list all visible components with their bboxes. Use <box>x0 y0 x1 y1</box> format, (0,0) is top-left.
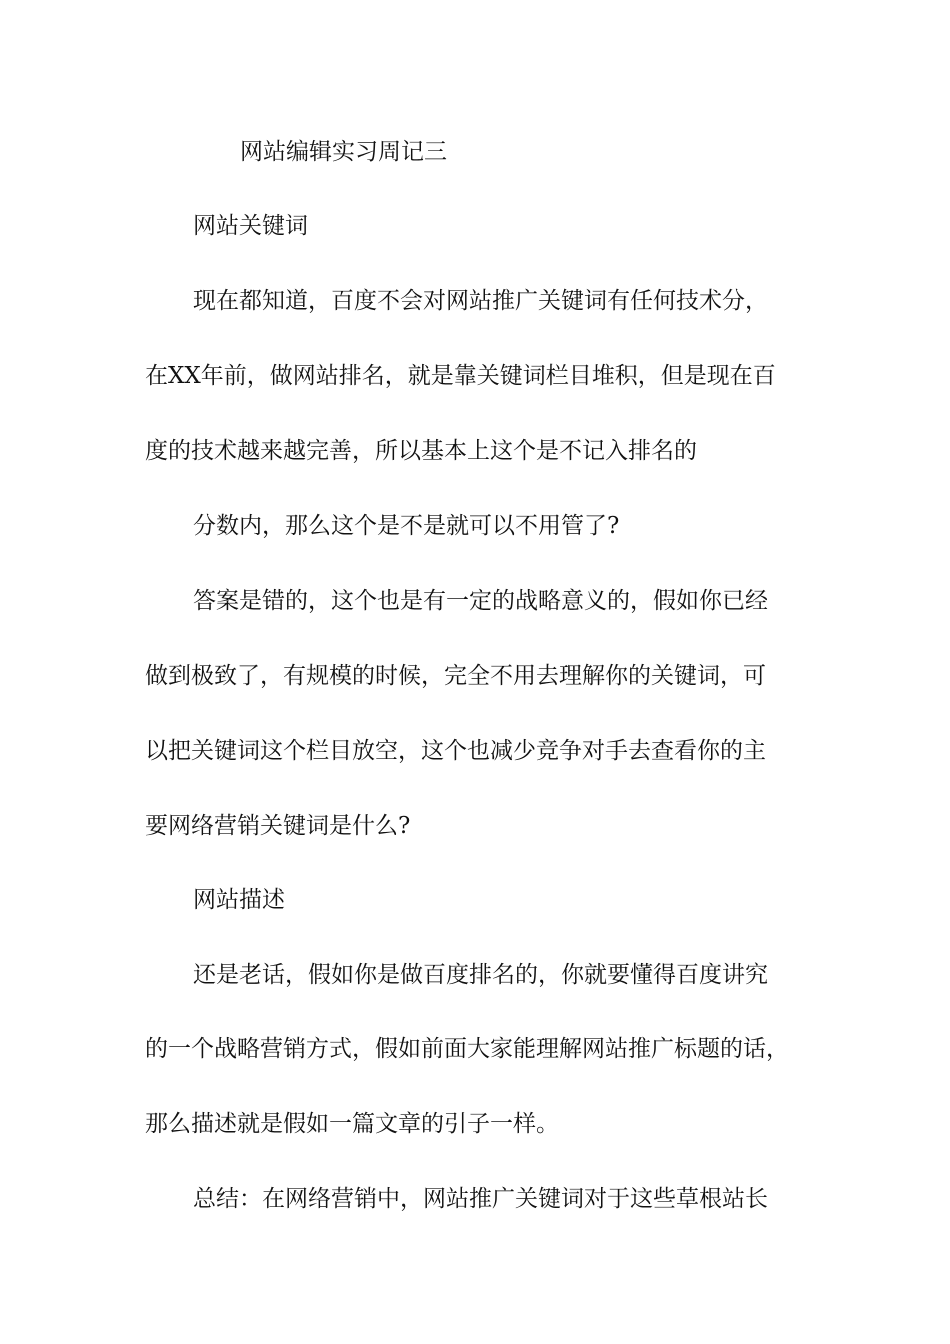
section-heading-keywords: 网站关键词 <box>193 213 308 239</box>
paragraph-line: 的一个战略营销方式，假如前面大家能理解网站推广标题的话， <box>145 1036 789 1062</box>
summary-line: 总结：在网络营销中，网站推广关键词对于这些草根站长 <box>193 1186 768 1212</box>
paragraph-line: 做到极致了，有规模的时候，完全不用去理解你的关键词，可 <box>145 663 766 689</box>
section-heading-description: 网站描述 <box>193 887 285 913</box>
paragraph-line: 答案是错的，这个也是有一定的战略意义的，假如你已经 <box>193 588 768 614</box>
paragraph-line: 在XX年前，做网站排名，就是靠关键词栏目堆积，但是现在百 <box>145 363 776 389</box>
paragraph-line: 分数内，那么这个是不是就可以不用管了? <box>193 513 620 539</box>
paragraph-line: 以把关键词这个栏目放空，这个也减少竞争对手去查看你的主 <box>145 738 766 764</box>
document-title: 网站编辑实习周记三 <box>240 139 447 165</box>
paragraph-line: 度的技术越来越完善，所以基本上这个是不记入排名的 <box>145 438 697 464</box>
paragraph-line: 要网络营销关键词是什么? <box>145 813 411 839</box>
paragraph-line: 现在都知道，百度不会对网站推广关键词有任何技术分， <box>193 288 768 314</box>
paragraph-line: 还是老话，假如你是做百度排名的，你就要懂得百度讲究 <box>193 962 768 988</box>
paragraph-line: 那么描述就是假如一篇文章的引子一样。 <box>145 1111 559 1137</box>
